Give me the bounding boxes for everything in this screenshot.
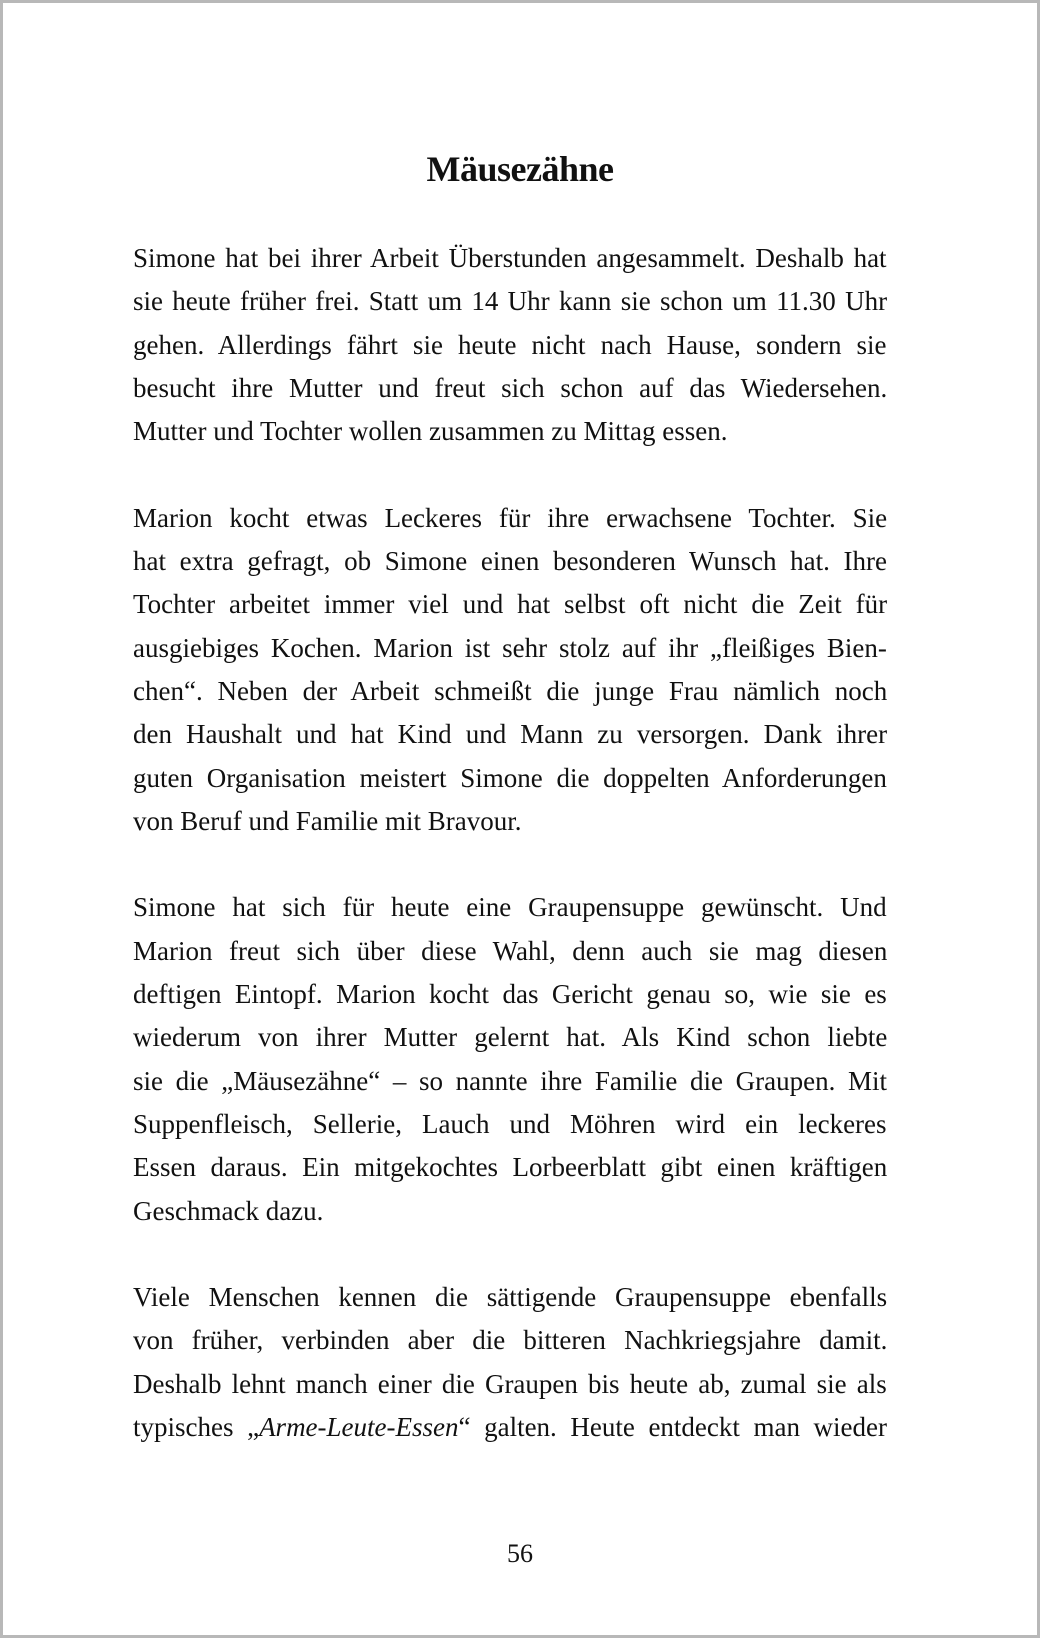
text-line-final	[133, 1406, 887, 1449]
text-line: chen“. Neben der Arbeit schmeißt die junge Frau nämlich noch	[133, 675, 888, 706]
text-segment: “ galten. Heute entdeckt man wieder	[458, 1412, 888, 1443]
text-line: sie heute früher frei. Statt um 14 Uhr kann sie schon um 11.30 Uhr	[133, 286, 888, 317]
text-line: von früher, verbinden aber die bitteren Nachkriegsjahre damit.	[133, 1325, 888, 1356]
italic-phrase: Arme-Leute-Essen	[259, 1412, 459, 1443]
text-line: Marion kocht etwas Leckeres für ihre erwachsene Tochter. Sie	[133, 502, 888, 533]
text-line: besucht ihre Mutter und freut sich schon auf das Wiedersehen.	[133, 372, 888, 403]
text-line: Simone hat bei ihrer Arbeit Überstunden angesammelt. Deshalb hat	[133, 243, 887, 273]
text-line: Suppenfleisch, Sellerie, Lauch und Möhren wird ein leckeres	[133, 1108, 887, 1139]
text-line: von Beruf und Familie mit Bravour.	[133, 805, 522, 836]
text-line: den Haushalt und hat Kind und Mann zu versorgen. Dank ihrer	[133, 719, 888, 750]
text-line: guten Organisation meistert Simone die doppelten Anforderungen	[133, 762, 887, 793]
text-line: Viele Menschen kennen die sättigende Graupensuppe ebenfalls	[133, 1282, 888, 1313]
text-line: Simone hat sich für heute eine Graupensuppe gewünscht. Und	[133, 892, 887, 923]
text-line: Essen daraus. Ein mitgekochtes Lorbeerblatt gibt einen kräftigen	[133, 1152, 888, 1183]
body-text	[133, 237, 887, 1493]
paragraph-2	[133, 497, 887, 843]
page-number: 56	[507, 1539, 533, 1568]
paragraph-3	[133, 886, 887, 1232]
text-segment: typisches „	[133, 1412, 260, 1443]
text-line: sie die „Mäusezähne“ – so nannte ihre Familie die Graupen. Mit	[133, 1065, 888, 1096]
text-line: ausgiebiges Kochen. Marion ist sehr stolz auf ihr „fleißiges Bien-	[133, 632, 887, 663]
text-line: Tochter arbeitet immer viel und hat selbst oft nicht die Zeit für	[133, 589, 888, 620]
text-line: Marion freut sich über diese Wahl, denn auch sie mag diesen	[133, 935, 888, 966]
paragraph-1	[133, 237, 887, 453]
paragraph-4	[133, 1276, 887, 1449]
text-line: Deshalb lehnt manch einer die Graupen bis heute ab, zumal sie als	[133, 1368, 887, 1399]
text-line: Geschmack dazu.	[133, 1195, 324, 1226]
text-line: hat extra gefragt, ob Simone einen besonderen Wunsch hat. Ihre	[133, 546, 887, 577]
text-line: gehen. Allerdings fährt sie heute nicht nach Hause, sondern sie	[133, 329, 887, 360]
chapter-title: Mäusezähne	[426, 149, 614, 189]
text-line: wiederum von ihrer Mutter gelernt hat. Als Kind schon liebte	[133, 1022, 888, 1053]
text-line: deftigen Eintopf. Marion kocht das Gericht genau so, wie sie es	[133, 979, 887, 1010]
text-line: Mutter und Tochter wollen zusammen zu Mittag essen.	[133, 416, 728, 447]
